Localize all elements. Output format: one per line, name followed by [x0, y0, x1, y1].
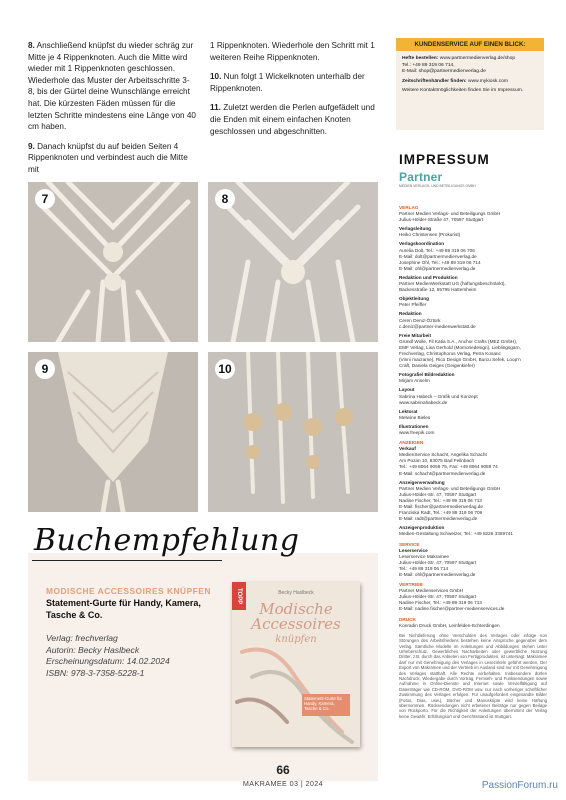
impressum-line: Franziska Radt, Tel.: +49 89 319 06 709	[399, 510, 483, 516]
impressum-line: Tel.: +49 89 319 06 714	[399, 565, 449, 571]
step-9-cont: 1 Rippenknoten. Wiederhole den Schritt mit 1 weiteren Reihe Rippenknoten.	[210, 41, 375, 62]
publisher-logo: Partner MEDIEN VERLAGS- UND BETEILIGUNGS GMBH	[399, 170, 476, 188]
book-meta	[46, 633, 221, 679]
ks-line: E-Mail: shop@partnermedienverlag.de	[402, 69, 486, 75]
impressum-line: Partner Medien Verlags- und Beteiligungs GmbH	[399, 485, 501, 491]
photo-step-7	[28, 182, 198, 342]
book-date: Erscheinungsdatum: 14.02.2024	[46, 656, 170, 666]
impressum-line: Ceren Deniz-Öztürk	[399, 317, 441, 323]
impressum-line: E-Mail: schacht@partnermedienverlag.de	[399, 470, 486, 476]
impressum-line: E-Mail: dolt@partnermedienverlag.de	[399, 253, 477, 259]
impressum-line: Medien-Gestaltung Schweizer, Tel.: +49 8226 3359741	[399, 531, 513, 537]
impressum-line: Aurelia Dolt, Tel.: +49 89 319 06 706	[399, 247, 475, 253]
impressum-line: c.deniz@partner-medienwerkstatt.de	[399, 323, 476, 329]
impressum-line: Tel.: +49 8064 9059 75, Fax: +49 8064 9059 74	[399, 464, 498, 470]
book-info	[46, 586, 221, 679]
impressum-line: Nadine Fischer, Tel.: +49 89 319 06 713	[399, 497, 482, 503]
impressum-section-heading: ANZEIGEN	[399, 440, 424, 446]
macrame-photo	[28, 352, 198, 512]
impressum-line: Backesstraße 12, 65795 Hattersheim	[399, 287, 477, 293]
macrame-photo	[208, 352, 378, 512]
impressum-line: Julius-Hölder-Str. 47, 70597 Stuttgart	[399, 559, 477, 565]
impressum-label: Layout	[399, 387, 415, 393]
customer-service-body	[396, 51, 544, 100]
impressum-title: IMPRESSUM	[399, 152, 490, 167]
impressum-line: Am Pozan 10, 83075 Bad Feilnbach	[399, 458, 475, 464]
impressum-label: Illustrationen	[399, 423, 429, 429]
customer-service-title: KUNDENSERVICE AUF EINEN BLICK:	[396, 38, 544, 51]
impressum-line: Melwine Bieles	[399, 414, 431, 420]
impressum-line: (Vinni macrame), Rico Design GmbH, Burcu Sefek, Loop'n	[399, 357, 521, 363]
customer-service-box	[396, 38, 544, 130]
impressum-line: E-Mail: fischer@partnermedienverlag.de	[399, 504, 483, 510]
cover-band: Statement-Gurte für Handy, Kamera, Tasche & Co.	[302, 694, 350, 716]
page-number: 66	[276, 763, 290, 777]
ks-line: Hefte bestellen: www.partnermedienverlag.de/shop	[402, 56, 516, 61]
impressum-line: E-Mail: ohl@partnermedienverlag.de	[399, 571, 476, 577]
impressum-line: Mirjam Anselm	[399, 378, 430, 384]
impressum-line: Partner Medienservices GmbH	[399, 588, 464, 594]
watermark: PassionForum.ru	[481, 780, 558, 791]
impressum-line: MedienService Schacht, Angelika Schacht	[399, 452, 487, 458]
impressum-line: Partner Medien Verlags- und Beteiligungs GmbH	[399, 211, 501, 217]
book-heading: Buchempfehlung	[34, 523, 300, 558]
impressum-label: Verlagskoordination	[399, 241, 445, 247]
photo-number: 9	[35, 359, 55, 379]
instructions	[28, 40, 378, 184]
photo-number: 10	[215, 359, 235, 379]
impressum-section-heading: DRUCK	[399, 616, 416, 622]
impressum-line: Leserservice Makramee	[399, 553, 450, 559]
impressum-line: Frechverlag, Christophorus Verlag, Petra Kosanc	[399, 350, 501, 356]
cover-author: Becky Haslbeck	[278, 590, 314, 596]
step-11: 11. Zuletzt werden die Perlen aufgefädelt und die Enden mit einem einfachen Knoten geschlossen und abgeschnitten.	[210, 103, 375, 136]
macrame-photo	[28, 182, 198, 342]
impressum-label: Freie Mitarbeit	[399, 332, 432, 338]
ks-line: Zeitschriftenhändler finden: www.mykiosk.com	[402, 78, 508, 84]
step-9: 9. Danach knüpfst du auf beiden Seiten 4 Rippenknoten und verbindest auch die Mitte mit	[28, 141, 188, 174]
impressum-line: Gründl Wolle, Fil Katia S.A., Anchor Crafts (MEZ GmbH),	[399, 338, 518, 344]
impressum-line: Julius-Hölder-Str. 47, 70597 Stuttgart	[399, 491, 477, 497]
impressum-section-heading: SERVICE	[399, 541, 420, 547]
ks-line: Tel.: +49 89 319 06 714,	[402, 62, 455, 68]
legal-notice: Bei Nichtlieferung ohne Verschulden des Verlages oder infolge von Störungen des Arbeitsfriedens bestehen keine Ansprüche gegenüber dem Verlag. Sämtliche Modelle im Anleitungen und Abbildungen stehen unter Urheberschutz. Gewerbliches Nacharbeiten oder gewerbliche Nutzung Dritter, z.B. durch das Anbieten von Fertigprodukten, ist untersagt. Makramee darf nur mit Genehmigung des Verlages in Lesezirkeln geführt werden. Der Export von Makramee und der Vertrieb im Ausland sind nur mit Genehmigung des Verlages statthaft. Alle Rechte vorbehalten. Insbesondere dürfen Nachdruck, Wiedergabe durch Vortrag, Fernseh- und Funksendungen sowie Aufnahme in Online-Dienste und Internet sowie Vervielfältigung auf Datenträger wie CD-ROM, DVD-ROM usw. nur nach vorheriger schriftlicher Zustimmung des Verlages erfolgen. Für unaufgefordert eingesandte Bilder (Fotos, Dias, usw.), Bücher und Manuskripte wird keine Haftung übernommen. Rücksendungen nicht erbetener Beiträge nur gegen Beilage von Rückporto. Für die Richtigkeit der Anleitungen übernimmt der Verlag keine Gewähr. Erfüllungsort und Gerichtsstand ist Stuttgart.	[399, 632, 547, 719]
impressum-label: Verlagsleitung	[399, 226, 432, 232]
step-8: 8. Anschließend knüpfst du wieder schräg zur Mitte je 4 Rippenknoten. Auch die Mitte wird wieder mit 1 Rippenknoten geschlossen. Wiederhole das Muster der Arbeitsschritte 3-8, bis der Gürtel deine Wunschlänge erreicht hat. Die kürzesten Fäden müssen für die letzten Schritte mindestens eine Länge von 40 cm haben.	[28, 41, 196, 132]
book-author: Autorin: Becky Haslbeck	[46, 644, 140, 655]
photo-number: 8	[215, 189, 235, 209]
ks-line: Weitere Kontaktmöglichkeiten finden Sie im Impressum.	[402, 88, 524, 94]
impressum-section-heading: VERLAG	[399, 205, 419, 210]
impressum-line: Nadine Fischer, Tel.: +49 89 319 06 713	[399, 600, 482, 606]
impressum-label: Fotografie/ Bildredaktion	[399, 372, 455, 378]
impressum-label: Redaktion und Produktion	[399, 274, 458, 280]
step-photos	[28, 182, 378, 512]
macrame-photo	[208, 182, 378, 342]
book-cover	[232, 582, 360, 747]
impressum-list	[399, 201, 547, 719]
impressum-label: Anzeigenverwaltung	[399, 479, 445, 485]
impressum-label: Verkauf	[399, 446, 416, 452]
book-isbn: ISBN: 978-3-7358-5228-1	[46, 667, 145, 678]
impressum-line: EMF Verlag, Lisa Gerhold (Momoriedesign), Lieblingsgarn,	[399, 344, 521, 350]
impressum-line: Konradin Druck GmbH, Leinfelden-Echterdingen	[399, 622, 500, 628]
impressum-line: E-Mail: nadine.fischer@partner-medienservices.de	[399, 606, 505, 612]
photo-step-8	[208, 182, 378, 342]
impressum-line: www.freepik.com	[399, 430, 435, 435]
impressum-line: Julius-Hölder-Str. 47, 70597 Stuttgart	[399, 594, 477, 600]
photo-step-9	[28, 352, 198, 512]
cover-straps-illustration	[232, 582, 360, 747]
impressum-line: Craft, Daniela Geiges (Geigenkiefer)	[399, 363, 475, 369]
impressum-line: E-Mail: radt@partnermedienverlag.de	[399, 516, 478, 522]
impressum-line: Partner MedienWerkstatt UG (haftungsbeschränkt),	[399, 281, 506, 287]
impressum-line: Sabrina Habeck – Grafik und Konzept	[399, 393, 478, 399]
impressum-line: E-Mail: ohl@partnermedienverlag.de	[399, 265, 476, 271]
photo-step-10	[208, 352, 378, 512]
heading-underline	[32, 560, 222, 561]
book-tag: MODISCHE ACCESSOIRES KNÜPFEN	[46, 586, 211, 596]
impressum-label: Lektorat	[399, 408, 418, 414]
photo-number: 7	[35, 189, 55, 209]
impressum-label: Redaktion	[399, 311, 422, 317]
step-10: 10. Nun folgt 1 Wickelknoten unterhalb der Rippenknoten.	[210, 72, 365, 93]
impressum-line: Josephine Ohl, Tel.: +49 89 319 06 714	[399, 259, 481, 265]
impressum-line: Peter Pfeiffer	[399, 302, 427, 308]
book-publisher: Verlag: frechverlag	[46, 633, 118, 643]
instructions-col-2	[210, 40, 378, 184]
impressum-line: www.sabrinahabeck.de	[399, 399, 448, 405]
impressum-line: Julius-Hölder-Straße 47, 70597 Stuttgart	[399, 217, 484, 223]
impressum-section-heading: VERTRIEB	[399, 582, 423, 588]
impressum-label: Objektleitung	[399, 296, 429, 302]
cover-badge: TOPP	[232, 582, 246, 610]
impressum-label: Anzeigenproduktion	[399, 525, 445, 531]
magazine-issue: MAKRAMEE 03 | 2024	[242, 779, 324, 788]
book-subtitle: Statement-Gurte für Handy, Kamera, Tasche & Co.	[46, 598, 201, 620]
impressum-label: Leserservice	[399, 547, 428, 553]
cover-title: Modische Accessoires knüpfen	[251, 600, 341, 645]
instructions-col-1	[28, 40, 196, 184]
impressum-line: Heiko Christensen (Prokurist)	[399, 232, 461, 238]
